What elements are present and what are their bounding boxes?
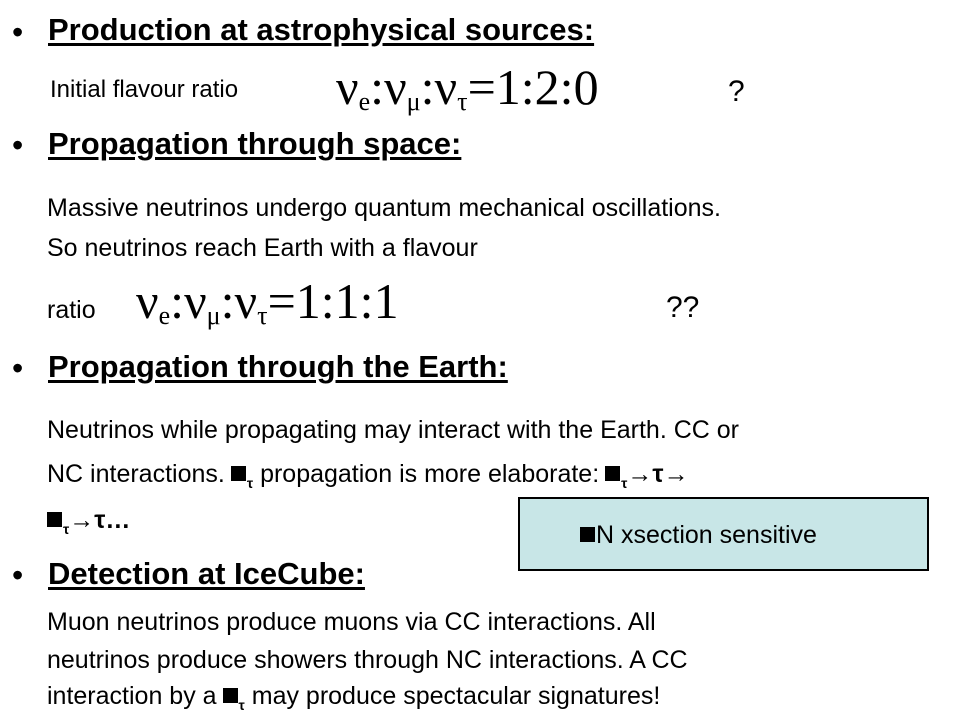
- earth-line-3: $_\tau$→τ…: [41, 502, 130, 538]
- detection-line-2: neutrinos produce showers through NC interactions. A CC: [47, 646, 688, 674]
- question-mark: ?: [728, 75, 745, 108]
- bullet: •: [12, 14, 24, 50]
- space-line-2: So neutrinos reach Earth with a flavour: [47, 234, 478, 262]
- space-line-1: Massive neutrinos undergo quantum mechanical oscillations.: [47, 194, 721, 222]
- heading-detection: Detection at IceCube:: [48, 556, 365, 591]
- earth-ratio-formula: $\nu_e:\nu_\mu:\nu_\tau=1:1:1$: [136, 273, 399, 330]
- bullet: •: [12, 557, 24, 593]
- double-question-mark: ??: [666, 291, 700, 324]
- heading-earth: Propagation through the Earth:: [48, 349, 508, 384]
- earth-line-2: NC interactions. $_\tau$ propagation is more elaborate: $_\tau$→τ→: [47, 460, 689, 491]
- nu-square-icon: [47, 512, 62, 527]
- nu-square-icon: [605, 466, 620, 481]
- space-ratio-label: ratio: [47, 296, 96, 324]
- earth-line-1: Neutrinos while propagating may interact with the Earth. CC or: [47, 416, 739, 444]
- callout-box: [518, 497, 929, 571]
- detection-line-1: Muon neutrinos produce muons via CC interactions. All: [47, 608, 656, 636]
- bullet: •: [12, 127, 24, 163]
- callout-text: N xsection sensitive: [580, 519, 817, 551]
- initial-ratio-formula: $\nu_e:\nu_\mu:\nu_\tau=1:2:0$: [336, 59, 599, 116]
- nu-square-icon: [580, 527, 595, 542]
- initial-ratio-label: Initial flavour ratio: [50, 76, 239, 103]
- nu-square-icon: [231, 466, 246, 481]
- bullet: •: [12, 350, 24, 386]
- detection-line-3: interaction by a $_\tau$ may produce spectacular signatures!: [47, 682, 661, 713]
- nu-square-icon: [223, 688, 238, 703]
- heading-production: Production at astrophysical sources:: [48, 12, 595, 47]
- heading-space: Propagation through space:: [48, 126, 462, 161]
